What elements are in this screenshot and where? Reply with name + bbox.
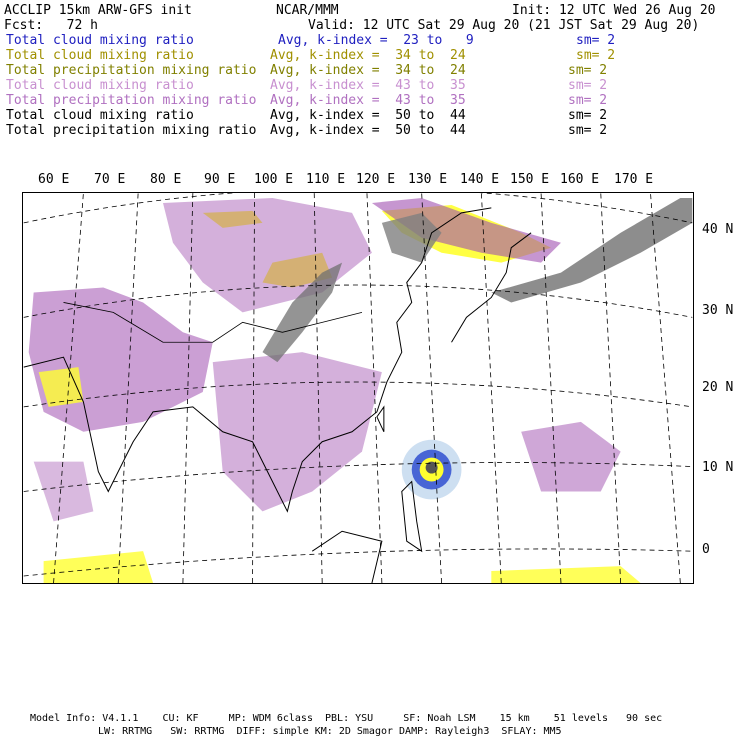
longitude-label: 120 E (356, 172, 396, 187)
longitude-label: 100 E (254, 172, 294, 187)
valid-time: Valid: 12 UTC Sat 29 Aug 20 (21 JST Sat 29 Aug 20) (308, 18, 700, 33)
latitude-label: 10 N (702, 460, 734, 475)
legend-row (6, 78, 726, 93)
legend-field: Total cloud mixing ratio (6, 33, 194, 48)
longitude-label: 110 E (306, 172, 346, 187)
forecast-map (22, 192, 694, 584)
legend-avg: Avg, k-index = 43 to 35 (270, 93, 466, 108)
model-info-line2: LW: RRTMG SW: RRTMG DIFF: simple KM: 2D Smagor DAMP: Rayleigh3 SFLAY: MM5 (98, 726, 562, 737)
legend-smoothing: sm= 2 (568, 123, 608, 138)
longitude-label: 60 E (38, 172, 70, 187)
legend-avg: Avg, k-index = 23 to 9 (278, 33, 474, 48)
legend-avg: Avg, k-index = 34 to 24 (270, 48, 466, 63)
legend-field: Total cloud mixing ratio (6, 78, 194, 93)
legend-avg: Avg, k-index = 50 to 44 (270, 123, 466, 138)
legend-field: Total precipitation mixing ratio (6, 93, 257, 108)
longitude-label: 80 E (150, 172, 182, 187)
legend-field: Total precipitation mixing ratio (6, 63, 257, 78)
legend-smoothing: sm= 2 (568, 78, 608, 93)
latitude-label: 0 (702, 542, 710, 557)
model-info-line1: Model Info: V4.1.1 CU: KF MP: WDM 6class PBL: YSU SF: Noah LSM 15 km 51 levels 90 sec (30, 713, 663, 724)
latitude-label: 20 N (702, 380, 734, 395)
legend-field: Total cloud mixing ratio (6, 48, 194, 63)
legend-field: Total precipitation mixing ratio (6, 123, 257, 138)
legend-avg: Avg, k-index = 43 to 35 (270, 78, 466, 93)
longitude-label: 130 E (408, 172, 448, 187)
legend-smoothing: sm= 2 (568, 108, 608, 123)
legend-row (6, 108, 726, 123)
longitude-label: 70 E (94, 172, 126, 187)
longitude-label: 160 E (560, 172, 600, 187)
organization: NCAR/MMM (276, 3, 339, 18)
init-time: Init: 12 UTC Wed 26 Aug 20 (512, 3, 716, 18)
forecast-hour: Fcst: 72 h (4, 18, 98, 33)
latitude-label: 40 N (702, 222, 734, 237)
longitude-label: 90 E (204, 172, 236, 187)
legend-row (6, 63, 726, 78)
legend-row (6, 123, 726, 138)
longitude-label: 140 E (460, 172, 500, 187)
legend-smoothing: sm= 2 (568, 93, 608, 108)
legend-avg: Avg, k-index = 34 to 24 (270, 63, 466, 78)
legend-avg: Avg, k-index = 50 to 44 (270, 108, 466, 123)
legend-smoothing: sm= 2 (576, 48, 616, 63)
longitude-label: 170 E (614, 172, 654, 187)
legend-field: Total cloud mixing ratio (6, 108, 194, 123)
legend-smoothing: sm= 2 (568, 63, 608, 78)
model-title: ACCLIP 15km ARW-GFS init (4, 3, 192, 18)
legend-row (6, 33, 726, 48)
legend-row (6, 48, 726, 63)
legend-smoothing: sm= 2 (576, 33, 616, 48)
latitude-label: 30 N (702, 303, 734, 318)
legend-row (6, 93, 726, 108)
longitude-label: 150 E (510, 172, 550, 187)
